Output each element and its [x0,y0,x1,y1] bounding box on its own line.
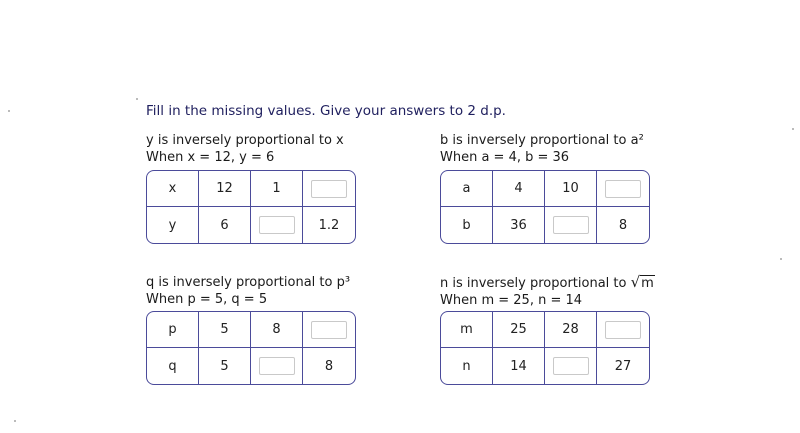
value-table [440,311,650,385]
answer-input[interactable] [311,321,347,339]
value-table [440,170,650,244]
value-table [146,170,356,244]
table-cell: 12 [199,171,251,207]
table-cell: p [147,312,199,348]
problem-statement: q is inversely proportional to p³ [146,275,351,290]
value-table [146,311,356,385]
table-cell: 14 [493,348,545,384]
problem-given: When a = 4, b = 36 [440,150,570,165]
answer-cell [303,312,355,348]
problem-given: When m = 25, n = 14 [440,293,583,308]
answer-input[interactable] [259,357,295,375]
answer-cell [303,171,355,207]
table-cell: 5 [199,312,251,348]
answer-input[interactable] [605,321,641,339]
table-cell: 8 [618,217,628,233]
answer-input[interactable] [311,180,347,198]
problem-2 [440,132,650,233]
table-cell: m [441,312,493,348]
scan-speck [780,258,782,260]
answer-cell [545,348,597,384]
table-cell: 1.2 [318,217,340,233]
answer-cell [545,207,597,243]
radical-sign: √ [630,273,641,291]
table-cell: 5 [199,348,251,384]
table-cell: 6 [199,207,251,243]
answer-cell [251,207,303,243]
table-cell: 8 [324,358,334,374]
table-cell: 27 [614,358,632,374]
answer-cell [597,171,649,207]
problem-3 [146,274,356,374]
answer-cell [597,312,649,348]
table-cell: 4 [493,171,545,207]
table-cell: a [441,171,493,207]
answer-input[interactable] [605,180,641,198]
answer-input[interactable] [553,357,589,375]
table-cell: 25 [493,312,545,348]
problem-4 [440,273,654,374]
table-cell: 10 [545,171,597,207]
radicand: m [641,276,654,291]
problem-statement: b is inversely proportional to a² [440,133,644,148]
scan-speck [792,128,794,130]
table-cell: y [147,207,199,243]
table-cell: q [147,348,199,384]
problem-given: When p = 5, q = 5 [146,292,268,307]
scan-speck [14,420,16,422]
table-cell: b [441,207,493,243]
problem-1 [146,132,356,233]
table-cell: x [147,171,199,207]
table-cell: n [441,348,493,384]
table-cell: 1 [251,171,303,207]
statement-text: n is inversely proportional to [440,276,631,291]
table-cell: 36 [493,207,545,243]
instruction-text: Fill in the missing values. Give your answers to 2 d.p. [146,103,506,119]
problem-statement [440,273,654,292]
problem-given: When x = 12, y = 6 [146,150,275,165]
answer-input[interactable] [259,216,295,234]
square-root-symbol [631,274,655,292]
table-cell: 8 [251,312,303,348]
scan-speck [136,98,138,100]
answer-input[interactable] [553,216,589,234]
table-cell: 28 [545,312,597,348]
answer-cell [251,348,303,384]
problem-statement: y is inversely proportional to x [146,133,344,148]
scan-speck [8,110,10,112]
